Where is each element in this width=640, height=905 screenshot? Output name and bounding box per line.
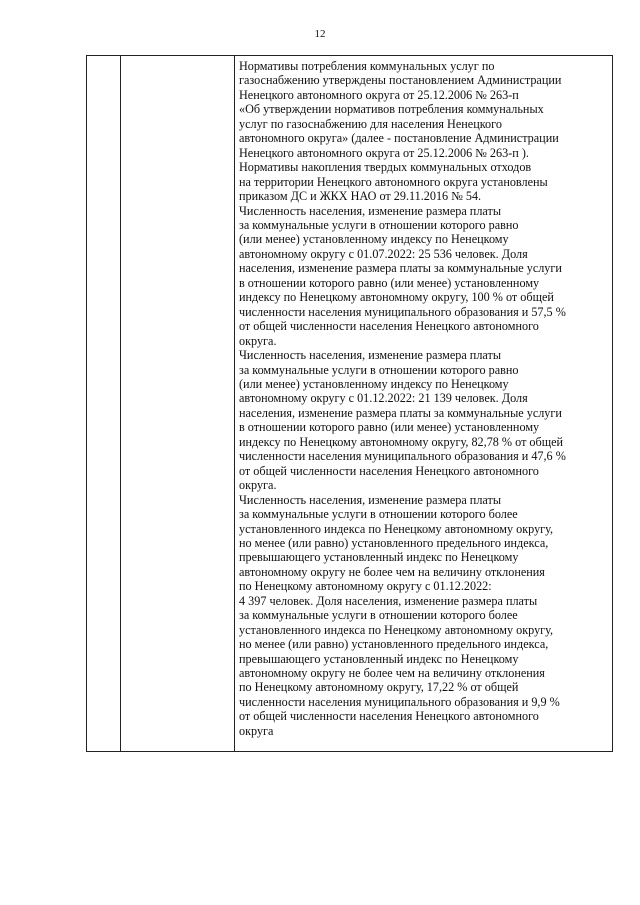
paragraph-population-from-2022-12-01-above-index: Численность населения, изменение размера платы за коммунальные услуги в отношении которого более установленного индекса по Ненецкому автономному округу, но менее (или равно) установленного предельного индекса, превышающего установленный индекс по Ненецкому автономному округу не более чем на величину отклонения по Ненецкому автономному округу с 01.12.2022: 4 397 человек. Доля населения, изменение размера платы за коммунальные услуги в отношении которого более установленного индекса по Ненецкому автономному округу, но менее (или равно) установленного предельного индекса, превышающего установленный индекс по Ненецкому автономному округу не более чем на величину отклонения по Ненецкому автономному округу, 17,22 % от общей численности населения муниципального образования и 9,9 % от общей численности населения Ненецкого автономного округа [239, 492, 560, 738]
document-table [86, 55, 613, 752]
table-cell-column-3 [235, 56, 614, 751]
paragraph-population-from-2022-12-01-within-index: Численность населения, изменение размера платы за коммунальные услуги в отношении которого равно (или менее) установленному индексу по Ненецкому автономному округу с 01.12.2022: 21 139 человек. Доля населения, изменение размера платы за коммунальные услуги в отношении которого равно (или менее) установленному индексу по Ненецкому автономному округу, 82,78 % от общей численности населения муниципального образования и 47,6 % от общей численности населения Ненецкого автономного округа. [239, 348, 566, 493]
page-number: 12 [314, 28, 326, 40]
paragraph-gas-consumption-norms: Нормативы потребления коммунальных услуг по газоснабжению утверждены постановлением Администрации Ненецкого автономного округа от 25.12.2006 № 263-п «Об утверждении нормативов потребления коммунальных услуг по газоснабжению для населения Ненецкого автономного округа» (далее - постановление Администрации Ненецкого автономного округа от 25.12.2006 № 263-п ). [239, 59, 562, 160]
table-cell-column-1 [87, 56, 121, 751]
table-cell-column-2 [121, 56, 235, 751]
paragraph-population-from-2022-07-01: Численность населения, изменение размера платы за коммунальные услуги в отношении которого равно (или менее) установленному индексу по Ненецкому автономному округу с 01.07.2022: 25 536 человек. Доля населения, изменение размера платы за коммунальные услуги в отношении которого равно (или менее) установленному индексу по Ненецкому автономному округу, 100 % от общей численности населения муниципального образования и 57,5 % от общей численности населения Ненецкого автономного округа. [239, 203, 566, 348]
paragraph-solid-waste-norms: Нормативы накопления твердых коммунальных отходов на территории Ненецкого автономного округа установлены приказом ДС и ЖКХ НАО от 29.11.2016 № 54. [239, 160, 548, 204]
